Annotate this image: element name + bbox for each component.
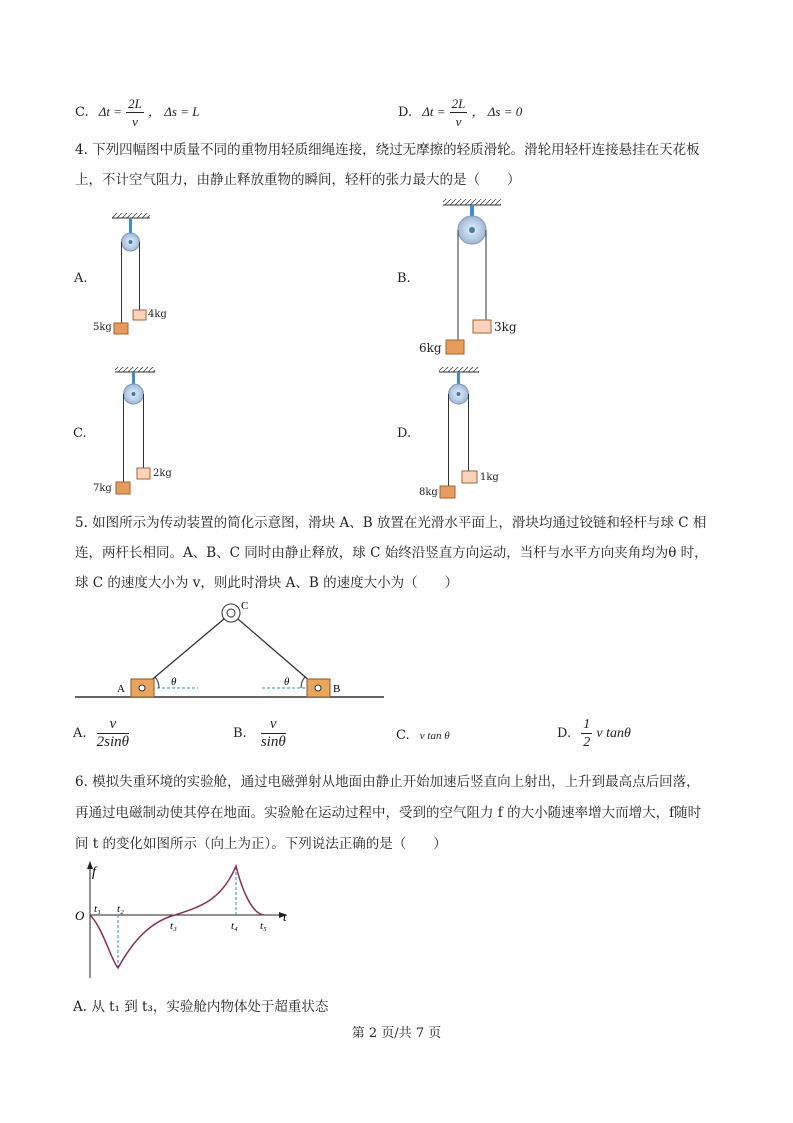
option-fraction	[261, 716, 286, 751]
mass-left	[440, 486, 455, 498]
option-label: A.	[73, 726, 87, 741]
option-label: D.	[557, 726, 572, 741]
pulley-figure-a	[112, 213, 150, 334]
hinge-a	[139, 685, 145, 691]
q5-option-d	[557, 716, 631, 751]
option-tail: v tanθ	[596, 726, 631, 741]
ds-expr: ， Δs = 0	[471, 104, 523, 119]
q4-option-c-label: C.	[73, 426, 87, 441]
q5-linkage-figure	[75, 600, 384, 697]
option-label: C.	[75, 105, 89, 120]
q4-a-left-mass: 5kg	[93, 322, 112, 333]
q6-text-line2: 再通过电磁制动使其停在地面。实验舱在运动过程中，受到的空气阻力 f 的大小随速率增大而增大，f随时	[75, 805, 702, 821]
q5-option-a	[73, 716, 129, 751]
option-fraction	[97, 716, 129, 751]
tick-t5: t₅	[260, 920, 267, 932]
pulley-figure-d	[439, 367, 479, 498]
mass-left	[114, 323, 128, 334]
dt-num: 2L	[128, 96, 142, 111]
ceiling-hatch	[112, 213, 150, 218]
angle-theta-left: θ	[171, 676, 177, 688]
q4-c-right-mass: 2kg	[153, 468, 172, 479]
q4-d-right-mass: 1kg	[480, 472, 499, 483]
ds-expr: ， Δs = L	[148, 104, 200, 119]
rod-right	[231, 613, 318, 688]
option-label: B.	[233, 726, 247, 741]
mass-right	[133, 310, 146, 320]
mass-left	[446, 340, 464, 354]
q4-option-d-label: D.	[397, 426, 412, 441]
tick-t1: t₁	[94, 903, 101, 915]
pulley-axle	[129, 240, 133, 244]
ceiling-hatch	[115, 367, 155, 372]
dt-num: 2L	[451, 96, 466, 111]
label-a: A	[117, 683, 125, 695]
fraction-den: sinθ	[260, 734, 286, 750]
f-axis-label: f	[92, 865, 96, 880]
angle-arc-right	[301, 677, 305, 688]
angle-theta-right: θ	[284, 676, 290, 688]
q5-text-line3: 球 C 的速度大小为 v，则此时滑块 A、B 的速度大小为（ ）	[75, 575, 459, 591]
q6-text-line3: 间 t 的变化如图所示（向上为正）。下列说法正确的是（ ）	[75, 836, 447, 852]
ceiling-hatch	[443, 199, 501, 205]
q5-option-c	[396, 727, 450, 745]
fraction-num: 1	[583, 717, 591, 732]
dt-lhs: Δt =	[98, 104, 123, 119]
f-curve	[90, 866, 264, 968]
q6-option-a: A. 从 t₁ 到 t₃，实验舱内物体处于超重状态	[73, 999, 329, 1015]
q4-d-left-mass: 8kg	[419, 487, 438, 498]
q4-a-right-mass: 4kg	[148, 309, 167, 320]
fraction-num: v	[261, 716, 286, 734]
pulley-figure-b	[443, 199, 501, 354]
tick-t2: t₂	[117, 903, 124, 915]
q4-text-line2: 上，不计空气阻力，由静止释放重物的瞬间，轻杆的张力最大的是（ ）	[75, 172, 521, 188]
mass-right	[137, 468, 150, 479]
q4-b-left-mass: 6kg	[419, 341, 442, 355]
q4-option-b-label: B.	[397, 271, 411, 286]
q4-option-a-label: A.	[74, 271, 88, 286]
dt-den: v	[132, 114, 138, 129]
t-axis-label: t	[283, 909, 287, 924]
pulley-axle	[457, 392, 461, 396]
dt-lhs: Δt =	[422, 104, 446, 119]
mass-right	[473, 320, 491, 333]
pulley-axle	[469, 227, 475, 233]
option-expr: v tan θ	[419, 730, 450, 742]
fraction-num: v	[97, 716, 129, 734]
mass-left	[116, 482, 130, 494]
q4-b-right-mass: 3kg	[494, 320, 517, 334]
angle-arc-left	[155, 677, 159, 688]
q5-text-line1: 5. 如图所示为传动装置的简化示意图，滑块 A、B 放置在光滑水平面上，滑块均通过铰链和轻杆与球 C 相	[75, 515, 707, 531]
tick-t4: t₄	[231, 920, 238, 932]
dt-den: v	[455, 114, 462, 129]
ceiling-hatch	[439, 367, 479, 372]
mass-right	[462, 471, 477, 483]
label-b: B	[333, 683, 341, 695]
label-c: C	[241, 600, 249, 612]
q6-text-line1: 6. 模拟失重环境的实验舱，通过电磁弹射从地面由静止开始加速后竖直向上射出，上升到最高点后回落，	[75, 774, 700, 790]
fraction-den: 2sinθ	[96, 734, 130, 750]
q4-c-left-mass: 7kg	[93, 483, 112, 494]
page-footer: 第 2 页/共 7 页	[351, 1026, 442, 1041]
q5-text-line2: 连，两杆长相同。A、B、C 同时由静止释放，球 C 始终沿竖直方向运动，当杆与水平方向夹角均为θ 时，	[75, 545, 708, 561]
hinge-b	[315, 685, 321, 691]
option-label: D.	[398, 105, 413, 120]
q4-text-line1: 4. 下列四幅图中质量不同的重物用轻质细绳连接，绕过无摩擦的轻质滑轮。滑轮用轻杆连接悬挂在天花板	[75, 142, 700, 158]
fraction-den: 2	[583, 735, 591, 750]
ball-c-inner	[227, 609, 235, 617]
option-fraction	[581, 716, 592, 751]
origin-label: O	[75, 908, 85, 923]
q6-f-t-graph	[75, 861, 287, 978]
pulley-axle	[132, 392, 136, 396]
q5-option-b	[233, 716, 286, 751]
pulley-figure-c	[115, 367, 155, 494]
tick-t3: t₃	[170, 920, 177, 932]
option-label: C.	[396, 728, 410, 743]
